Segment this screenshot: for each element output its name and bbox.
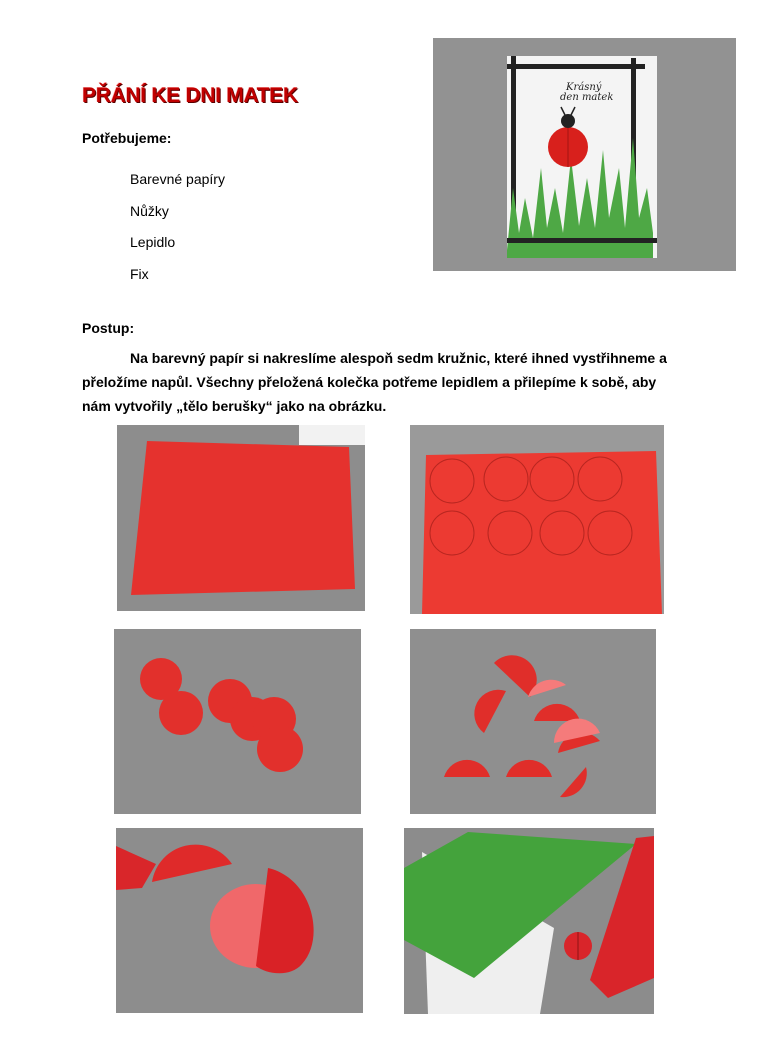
step-photo-drawn-circles <box>410 425 664 614</box>
step-photo-red-paper <box>117 425 365 611</box>
finished-card-photo <box>433 38 736 271</box>
materials-list <box>130 164 225 290</box>
list-item: Lepidlo <box>130 234 176 250</box>
step-photo-cut-circles <box>114 629 361 814</box>
step-photo-folded-halves <box>410 629 656 814</box>
procedure-text: Na barevný papír si nakreslíme alespoň sedm kružnic, které ihned vystřihneme a přeložíme napůl. Všechny přeložená kolečka potřeme lepidlem a přilepíme k sobě, aby nám vytvořily „tělo berušky“ jako na obrázku. <box>82 350 667 414</box>
page-title: PŘÁNÍ KE DNI MATEK <box>82 84 298 107</box>
procedure-heading: Postup: <box>82 320 135 336</box>
card-text-line2: den matek <box>560 92 614 103</box>
step-photo-glued-body <box>116 828 363 1013</box>
card-text-line1: Krásný <box>566 82 602 93</box>
materials-heading: Potřebujeme: <box>82 130 172 146</box>
step-photo-green-paper <box>404 828 654 1014</box>
list-item: Nůžky <box>130 202 169 219</box>
list-item: Barevné papíry <box>130 171 225 187</box>
list-item: Fix <box>130 265 149 282</box>
